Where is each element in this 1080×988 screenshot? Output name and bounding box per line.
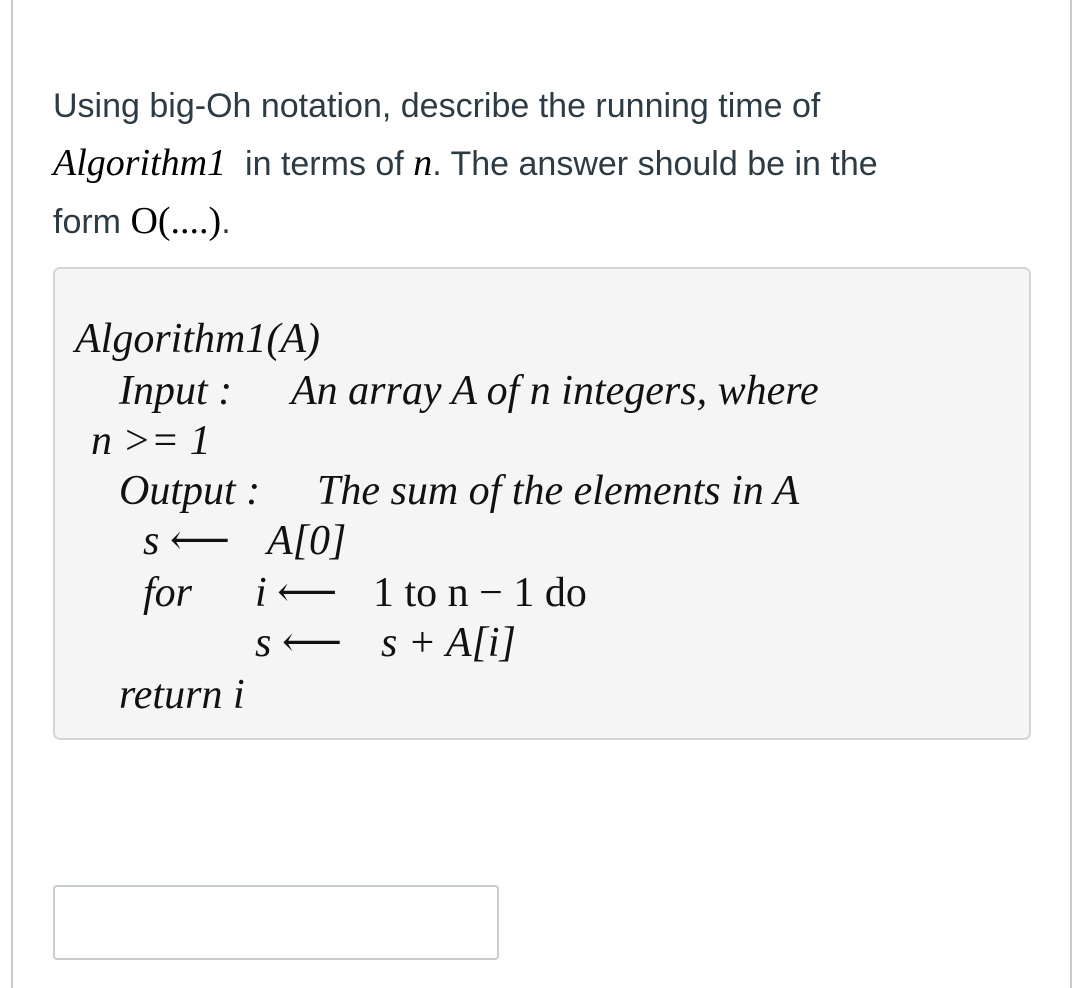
output-description: The sum of the elements in A: [317, 468, 800, 514]
return-statement: return i: [119, 672, 245, 718]
output-label: Output :: [119, 468, 261, 514]
init-assign-lhs: s ⟵: [143, 518, 231, 564]
input-label: Input :: [119, 368, 233, 414]
answer-input[interactable]: [53, 885, 499, 960]
algorithm-box: [53, 267, 1031, 740]
body-assign-lhs: s ⟵: [255, 620, 343, 666]
algorithm-header: Algorithm1(A): [75, 316, 320, 362]
for-keyword: for: [143, 570, 193, 616]
init-assign-rhs: A[0]: [267, 518, 347, 564]
question-part4: form: [53, 203, 121, 241]
variable-n: n: [413, 142, 433, 184]
form-expression: O(....): [130, 200, 222, 242]
for-variable: i ⟵: [255, 570, 338, 616]
question-part3: . The answer should be in the: [432, 145, 878, 183]
question-part1: Using big-Oh notation, describe the running time of: [53, 87, 821, 125]
question-text: [53, 78, 1033, 251]
input-constraint: n >= 1: [91, 418, 211, 464]
question-part2: in terms of: [245, 145, 404, 183]
body-assign-rhs: s + A[i]: [381, 620, 516, 666]
question-part5: .: [221, 203, 231, 241]
for-range: 1 to n − 1 do: [373, 570, 587, 616]
input-description: An array A of n integers, where: [291, 368, 819, 414]
algorithm-name: Algorithm1: [53, 142, 227, 184]
